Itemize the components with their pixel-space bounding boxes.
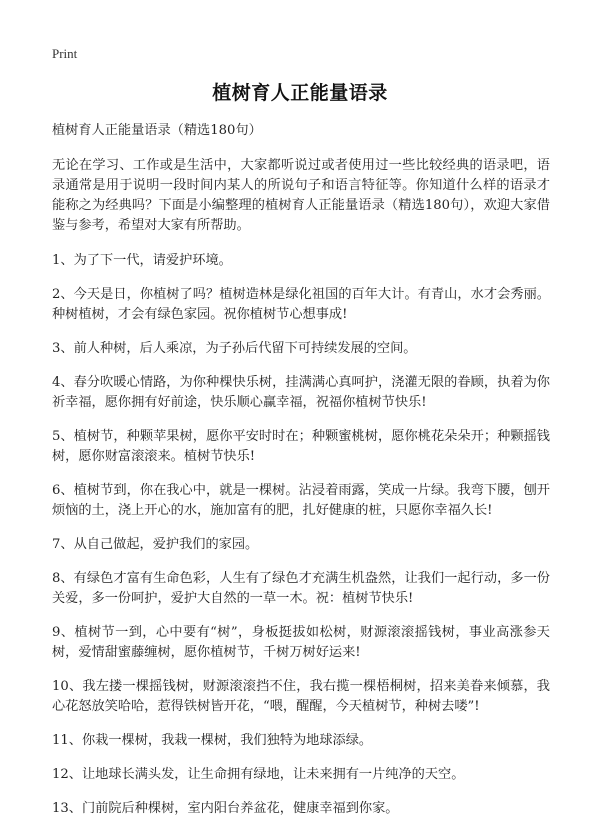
- quote-entry: 5、植树节，种颗苹果树，愿你平安时时在；种颗蜜桃树，愿你桃花朵朵开；种颗摇钱树，愿你财富滚滚来。植树节快乐!: [52, 429, 550, 464]
- page-title: 植树育人正能量语录: [212, 82, 388, 104]
- article-body: [52, 121, 550, 833]
- quote-entry: 13、门前院后种棵树，室内阳台养盆花，健康幸福到你家。: [52, 801, 399, 816]
- quote-entry: 3、前人种树，后人乘凉，为子孙后代留下可持续发展的空间。: [52, 341, 417, 356]
- intro-paragraph: 无论在学习、工作或是生活中，大家都听说过或者使用过一些比较经典的语录吧，语录通常是用于说明一段时间内某人的所说句子和语言特征等。你知道什么样的语录才能称之为经典吗？下面是小编整理的植树育人正能量语录（精选180句），欢迎大家借鉴与参考，希望对大家有所帮助。: [52, 158, 550, 233]
- quote-entry: 12、让地球长满头发，让生命拥有绿地，让未来拥有一片纯净的天空。: [52, 767, 465, 782]
- quote-entry: 2、今天是日，你植树了吗？植树造林是绿化祖国的百年大计。有青山，水才会秀丽。种树植树，才会有绿色家园。祝你植树节心想事成!: [52, 287, 550, 322]
- quote-entry: 9、植树节一到，心中要有“树”，身板挺拔如松树，财源滚滚摇钱树，事业高涨参天树，爱情甜蜜藤缠树，愿你植树节，千树万树好运来!: [52, 625, 550, 660]
- quote-entry: 8、有绿色才富有生命色彩，人生有了绿色才充满生机盎然，让我们一起行动，多一份关爱，多一份呵护，爱护大自然的一草一木。祝：植树节快乐!: [52, 571, 550, 606]
- quote-entry: 11、你栽一棵树，我栽一棵树，我们独特为地球添绿。: [52, 733, 373, 748]
- quote-entry: 1、为了下一代，请爱护环境。: [52, 253, 232, 268]
- quote-entry: 4、春分吹暖心情路，为你种棵快乐树，挂满满心真呵护，浇灌无限的眷顾，执着为你祈幸福，愿你拥有好前途，快乐顺心赢幸福，祝福你植树节快乐!: [52, 375, 550, 410]
- quote-entry: 6、植树节到，你在我心中，就是一棵树。沾浸着雨露，笑成一片绿。我弯下腰，刨开烦恼的土，浇上开心的水，施加富有的肥，扎好健康的桩，只愿你幸福久长!: [52, 483, 550, 518]
- quote-entry: 10、我左搂一棵摇钱树，财源滚滚挡不住，我右揽一棵梧桐树，招来美眷来倾慕，我心花怒放笑哈哈，惹得铁树皆开花，“喂，醒醒，今天植树节，种树去喽”!: [52, 679, 550, 714]
- article-subtitle: 植树育人正能量语录（精选180句）: [52, 123, 262, 138]
- print-label: Print: [52, 46, 78, 61]
- quote-entry: 7、从自己做起，爱护我们的家园。: [52, 537, 259, 552]
